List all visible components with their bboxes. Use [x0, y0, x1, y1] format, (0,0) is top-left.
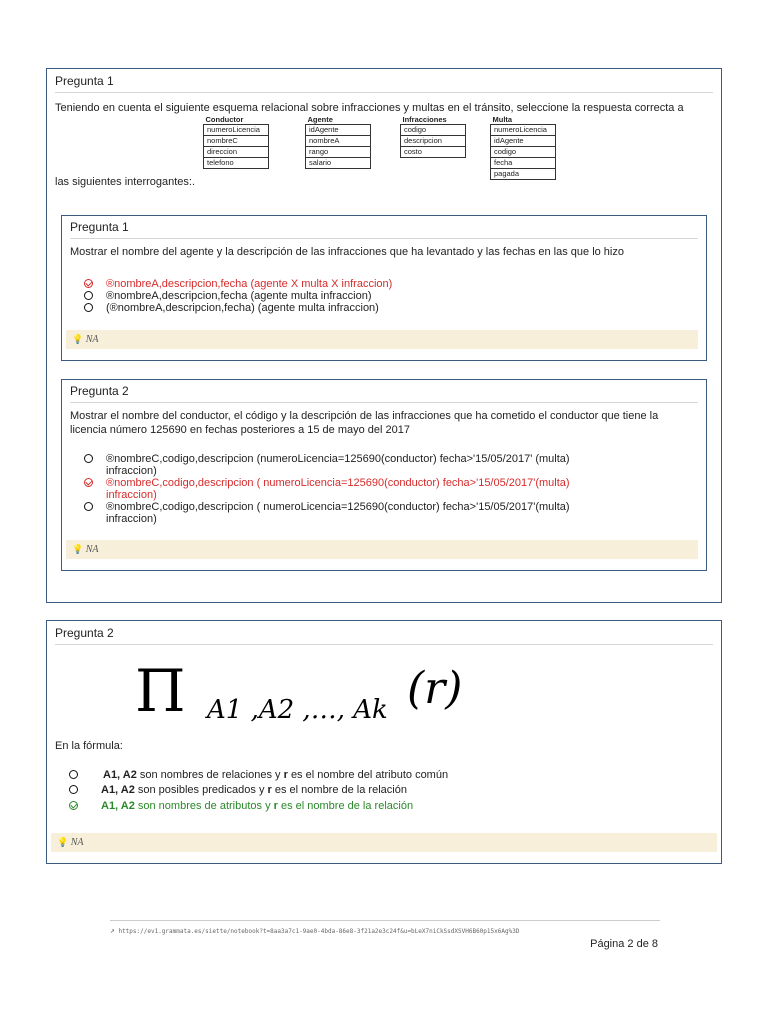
hint-bar: [66, 330, 698, 349]
option-line: ®nombreC,codigo,descripcion ( numeroLicencia=125690(conductor) fecha>'15/05/2017'(multa): [106, 501, 570, 513]
question-title: Pregunta 1: [55, 74, 114, 88]
footer-url[interactable]: [110, 926, 519, 935]
table-cell: direccion: [204, 147, 269, 158]
option-line: infraccion): [106, 513, 157, 525]
answer-option-3[interactable]: (®nombreA,descripcion,fecha) (agente multa infraccion): [106, 302, 379, 314]
table-cell: rango: [306, 147, 371, 158]
table-cell: pagada: [491, 169, 556, 180]
selected-check-icon[interactable]: [69, 801, 78, 810]
answer-option-2[interactable]: [101, 784, 407, 796]
option-r: r: [267, 784, 272, 796]
table-cell: numeroLicencia: [204, 125, 269, 136]
hint-bar: [51, 833, 717, 852]
table-cell: salario: [306, 158, 371, 169]
table-cell: costo: [401, 147, 466, 158]
lightbulb-icon: 💡: [72, 544, 84, 554]
hint-text: NA: [70, 837, 84, 848]
url-text: https://ev1.grammata.es/siette/notebook?t=8aa3a7c1-9ae0-4bda-86e8-3f21a2e3c24f&u=bLeX7niCkSsdXSVH6B60p15x6Ag%3D: [118, 928, 520, 935]
option-tail: es el nombre de la relación: [280, 800, 414, 812]
answer-option-3[interactable]: [106, 501, 570, 525]
sub-question-text: Mostrar el nombre del agente y la descripción de las infracciones que ha levantado y las fechas en las que lo hizo: [70, 246, 624, 258]
divider: [55, 644, 713, 645]
radio-icon[interactable]: [84, 502, 93, 511]
option-attrs: A1, A2: [101, 784, 135, 796]
question-card-1: [46, 68, 722, 603]
option-tail: es el nombre del atributo común: [290, 769, 449, 781]
table-cell: numeroLicencia: [491, 125, 556, 136]
divider: [70, 238, 698, 239]
sub-question-card-2: [61, 379, 707, 571]
radio-icon[interactable]: [84, 303, 93, 312]
table-cell: codigo: [401, 125, 466, 136]
option-attrs: A1, A2: [103, 769, 137, 781]
hint-bar: [66, 540, 698, 559]
table-cell: nombreC: [204, 136, 269, 147]
question-card-2: [46, 620, 722, 864]
option-line: ®nombreC,codigo,descripcion ( numeroLicencia=125690(conductor) fecha>'15/05/2017'(multa): [106, 477, 570, 489]
selected-check-icon[interactable]: [84, 478, 93, 487]
table-header: Agente: [307, 115, 333, 124]
answer-option-2[interactable]: [106, 477, 570, 501]
option-mid: son nombres de atributos y: [137, 800, 271, 812]
option-tail: es el nombre de la relación: [274, 784, 407, 796]
formula-argument: (r): [407, 663, 463, 714]
option-r: r: [273, 800, 278, 812]
schema-agente: [305, 115, 371, 169]
question-intro-end: las siguientes interrogantes:.: [55, 176, 196, 188]
table-header: Infracciones: [402, 115, 447, 124]
option-attrs: A1, A2: [101, 800, 135, 812]
schema-multa: [490, 115, 556, 180]
table-cell: descripcion: [401, 136, 466, 147]
schema-infracciones: [400, 115, 466, 158]
table-cell: idAgente: [491, 136, 556, 147]
radio-icon[interactable]: [69, 770, 78, 779]
divider: [55, 92, 713, 93]
lightbulb-icon: 💡: [57, 837, 69, 847]
sub-question-card-1: [61, 215, 707, 361]
schema-conductor: [203, 115, 269, 169]
divider: [70, 402, 698, 403]
answer-option-2[interactable]: ®nombreA,descripcion,fecha (agente multa infraccion): [106, 290, 372, 302]
table-cell: fecha: [491, 158, 556, 169]
radio-icon[interactable]: [84, 454, 93, 463]
radio-icon[interactable]: [69, 785, 78, 794]
pi-symbol: Π: [135, 657, 186, 725]
selected-check-icon[interactable]: [84, 279, 93, 288]
option-mid: son nombres de relaciones y: [139, 769, 281, 781]
answer-option-3[interactable]: [101, 800, 413, 812]
sub-question-title: Pregunta 1: [70, 220, 129, 234]
formula-lead: En la fórmula:: [55, 740, 123, 752]
table-cell: nombreA: [306, 136, 371, 147]
table-cell: codigo: [491, 147, 556, 158]
footer-divider: [110, 920, 660, 921]
answer-option-1[interactable]: [103, 769, 448, 781]
question-title: Pregunta 2: [55, 626, 114, 640]
table-cell: idAgente: [306, 125, 371, 136]
sub-question-text-cont: licencia número 125690 en fechas posteriores a 15 de mayo del 2017: [70, 424, 411, 436]
radio-icon[interactable]: [84, 291, 93, 300]
option-r: r: [283, 769, 288, 781]
hint-text: NA: [85, 334, 99, 345]
option-line: infraccion): [106, 465, 157, 477]
external-link-icon: ↗: [110, 926, 115, 935]
formula-subscript: A1 ,A2 ,…, Ak: [207, 695, 388, 725]
table-cell: telefono: [204, 158, 269, 169]
table-header: Multa: [492, 115, 513, 124]
sub-question-title: Pregunta 2: [70, 384, 129, 398]
option-line: ®nombreC,codigo,descripcion (numeroLicencia=125690(conductor) fecha>'15/05/2017' (multa): [106, 453, 570, 465]
table-header: Conductor: [205, 115, 244, 124]
lightbulb-icon: 💡: [72, 334, 84, 344]
option-line: infraccion): [106, 489, 157, 501]
option-mid: son posibles predicados y: [137, 784, 265, 796]
answer-option-1[interactable]: ®nombreA,descripcion,fecha (agente X multa X infraccion): [106, 278, 393, 290]
answer-option-1[interactable]: [106, 453, 570, 477]
question-intro: Teniendo en cuenta el siguiente esquema relacional sobre infracciones y multas en el tránsito, seleccione la respuesta correcta a: [55, 102, 684, 114]
page-number: Página 2 de 8: [590, 938, 658, 950]
hint-text: NA: [85, 544, 99, 555]
sub-question-text: Mostrar el nombre del conductor, el código y la descripción de las infracciones que ha cometido el conductor que tiene la: [70, 410, 659, 422]
